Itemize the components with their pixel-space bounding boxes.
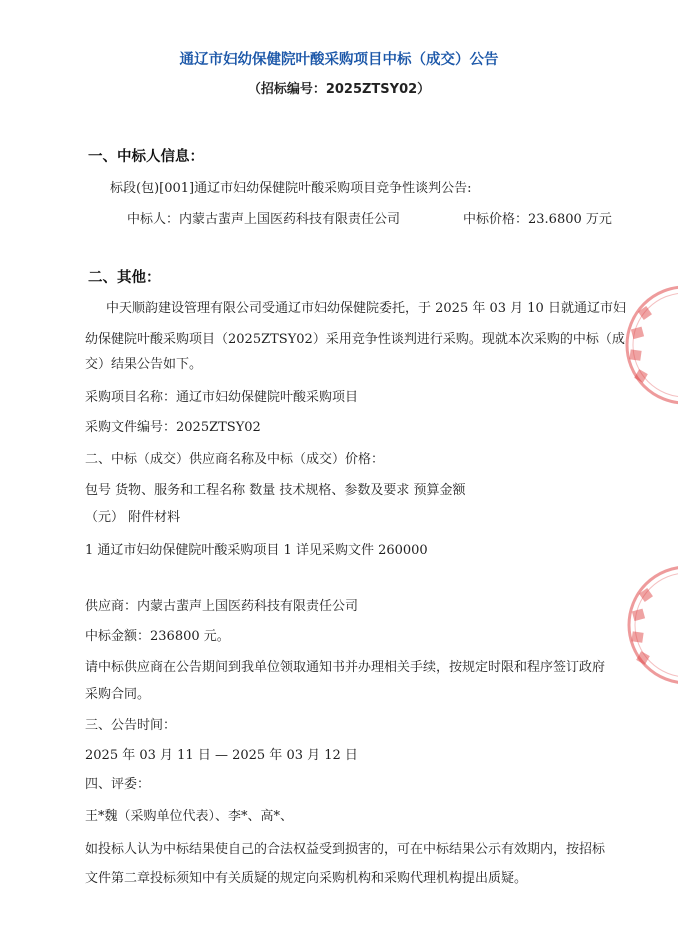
table-header-line-2: （元） 附件材料 xyxy=(85,510,181,525)
seal-stamp-bottom xyxy=(615,560,678,690)
price-line: 中标价格：23.6800 万元 xyxy=(463,212,612,227)
file-code: 采购文件编号：2025ZTSY02 xyxy=(85,420,261,435)
intro-line-3: 交）结果公告如下。 xyxy=(85,357,203,372)
objection-line-2: 文件第二章投标须知中有关质疑的规定向采购机构和采购代理机构提出质疑。 xyxy=(85,871,528,886)
tender-code: （招标编号：2025ZTSY02） xyxy=(247,82,431,97)
review-heading: 四、评委： xyxy=(85,777,151,792)
amount-line: 中标金额：236800 元。 xyxy=(85,629,230,644)
lot-line: 标段(包)[001]通辽市妇幼保健院叶酸采购项目竞争性谈判公告: xyxy=(110,181,472,196)
notice-line-1: 请中标供应商在公告期间到我单位领取通知书并办理相关手续，按规定时限和程序签订政府 xyxy=(85,660,606,675)
section-1-heading: 一、中标人信息： xyxy=(88,149,204,165)
intro-line-2: 幼保健院叶酸采购项目（2025ZTSY02）采用竞争性谈判进行采购。现就本次采购的中标（成 xyxy=(85,332,625,347)
reviewers-line: 王*魏（采购单位代表）、李*、高*、 xyxy=(85,809,294,824)
page-title: 通辽市妇幼保健院叶酸采购项目中标（成交）公告 xyxy=(179,52,499,68)
table-row: 1 通辽市妇幼保健院叶酸采购项目 1 详见采购文件 260000 xyxy=(85,543,428,558)
supplier-heading: 二、中标（成交）供应商名称及中标（成交）价格： xyxy=(85,452,385,467)
objection-line-1: 如投标人认为中标结果使自己的合法权益受到损害的，可在中标结果公示有效期内，按招标 xyxy=(85,842,606,857)
period-heading: 三、公告时间： xyxy=(85,718,177,733)
period-line: 2025 年 03 月 11 日 — 2025 年 03 月 12 日 xyxy=(85,748,358,763)
seal-stamp-top xyxy=(610,280,678,410)
project-name: 采购项目名称：通辽市妇幼保健院叶酸采购项目 xyxy=(85,390,359,405)
section-2-heading: 二、其他： xyxy=(88,270,161,286)
notice-line-2: 采购合同。 xyxy=(85,687,151,702)
supplier-line: 供应商：内蒙古蜚声上国医药科技有限责任公司 xyxy=(85,599,359,614)
table-header-line-1: 包号 货物、服务和工程名称 数量 技术规格、参数及要求 预算金额 xyxy=(85,483,466,498)
intro-line-1: 中天顺韵建设管理有限公司受通辽市妇幼保健院委托，于 2025 年 03 月 10 日就通辽市妇 xyxy=(106,301,626,316)
winner-line: 中标人：内蒙古蜚声上国医药科技有限责任公司 xyxy=(127,212,401,227)
